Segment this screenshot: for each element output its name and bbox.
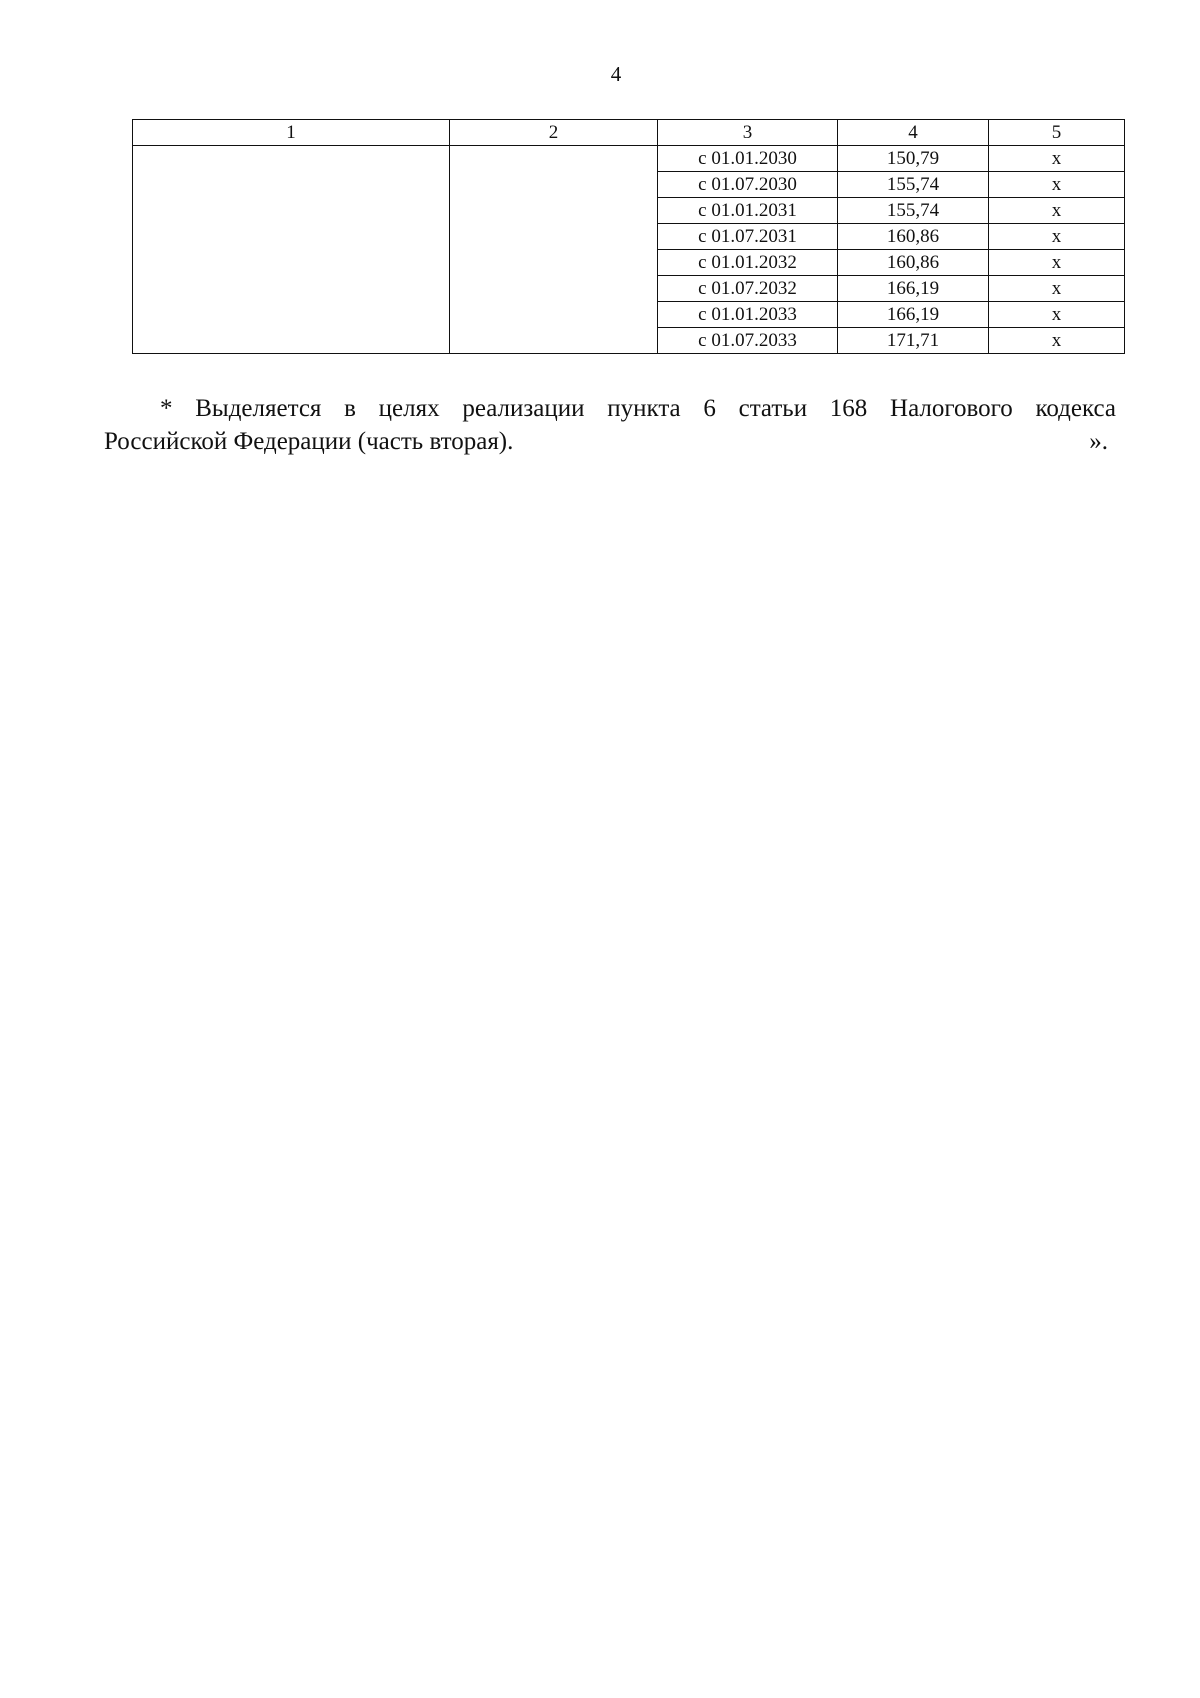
value-cell: 155,74 [838, 198, 989, 224]
mark-cell: x [989, 198, 1125, 224]
column-header-3: 3 [658, 120, 838, 146]
mark-cell: x [989, 146, 1125, 172]
closing-quote: ». [1089, 428, 1108, 455]
value-cell: 166,19 [838, 276, 989, 302]
value-cell: 155,74 [838, 172, 989, 198]
page-number: 4 [610, 62, 622, 86]
period-cell: с 01.01.2031 [658, 198, 838, 224]
empty-merged-cell-col-1 [133, 146, 450, 354]
table-header-row [133, 120, 1125, 146]
footnote-line-2: Российской Федерации (часть вторая). [104, 428, 514, 455]
footnote-line-2-container [104, 425, 1116, 458]
period-cell: с 01.07.2032 [658, 276, 838, 302]
period-cell: с 01.01.2032 [658, 250, 838, 276]
mark-cell: x [989, 302, 1125, 328]
footnote-line-1: * Выделяется в целях реализации пункта 6 статьи 168 Налогового кодекса [160, 395, 1116, 422]
value-cell: 171,71 [838, 328, 989, 354]
mark-cell: x [989, 250, 1125, 276]
empty-merged-cell-col-2 [450, 146, 658, 354]
period-cell: с 01.07.2031 [658, 224, 838, 250]
tariff-table [132, 119, 1125, 354]
table-row [133, 146, 1125, 172]
value-cell: 160,86 [838, 250, 989, 276]
period-cell: с 01.07.2030 [658, 172, 838, 198]
column-header-5: 5 [989, 120, 1125, 146]
mark-cell: x [989, 276, 1125, 302]
period-cell: с 01.07.2033 [658, 328, 838, 354]
period-cell: с 01.01.2030 [658, 146, 838, 172]
column-header-4: 4 [838, 120, 989, 146]
value-cell: 160,86 [838, 224, 989, 250]
mark-cell: x [989, 328, 1125, 354]
footnote [104, 392, 1116, 458]
mark-cell: x [989, 172, 1125, 198]
mark-cell: x [989, 224, 1125, 250]
column-header-2: 2 [450, 120, 658, 146]
tariff-table-body [133, 120, 1125, 354]
period-cell: с 01.01.2033 [658, 302, 838, 328]
value-cell: 150,79 [838, 146, 989, 172]
column-header-1: 1 [133, 120, 450, 146]
value-cell: 166,19 [838, 302, 989, 328]
